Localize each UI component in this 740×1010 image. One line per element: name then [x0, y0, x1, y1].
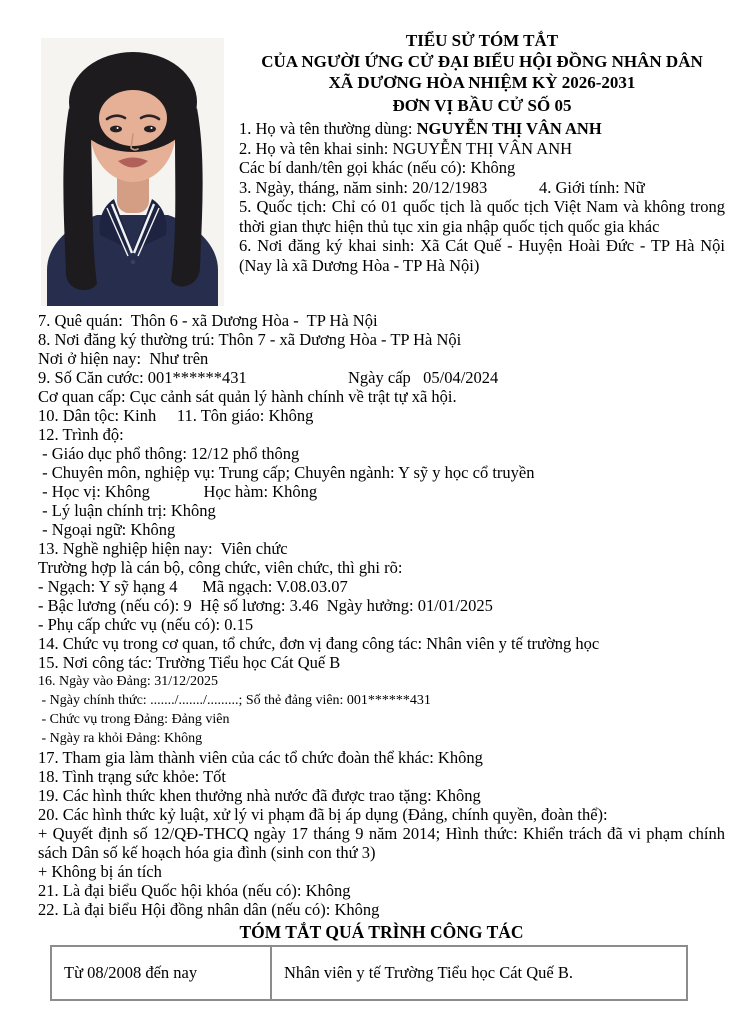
work-history-row — [51, 946, 687, 1000]
field-party-admission-date: 16. Ngày vào Đảng: 31/12/2025 — [38, 674, 219, 689]
field-disciplinary-decision: + Quyết định số 12/QĐ-THCQ ngày 17 tháng 9 năm 2014; Hình thức: Khiển trách đã vi phạm chính sách Dân số kế hoạch hóa gia đình (sinh con thứ 3) — [38, 824, 725, 862]
document-body — [38, 311, 725, 919]
election-unit-title: ĐƠN VỊ BẦU CỬ SỐ 05 — [392, 96, 572, 115]
field-id-issuer: Cơ quan cấp: Cục cảnh sát quản lý hành chính về trật tự xã hội. — [38, 387, 457, 406]
field-general-education: - Giáo dục phổ thông: 12/12 phổ thông — [38, 444, 300, 463]
field-professional-education: - Chuyên môn, nghiệp vụ: Trung cấp; Chuyên ngành: Y sỹ y học cổ truyền — [38, 463, 535, 482]
field-permanent-residence: 8. Nơi đăng ký thường trú: Thôn 7 - xã Dương Hòa - TP Hà Nội — [38, 330, 462, 349]
field-dob-gender — [239, 178, 725, 198]
field-nationality: 5. Quốc tịch: Chỉ có 01 quốc tịch là quốc tịch Việt Nam và không trong thời gian thực hiện thủ tục xin gia nhập quốc tịch quốc gia khác — [239, 197, 725, 236]
field-gender: 4. Giới tính: Nữ — [539, 177, 645, 197]
header-and-personal-info — [239, 30, 725, 275]
field-party-position: - Chức vụ trong Đảng: Đảng viên — [38, 712, 230, 727]
field-degree-title: - Học vị: Không Học hàm: Không — [38, 482, 318, 501]
document-title-line2: CỦA NGƯỜI ỨNG CỬ ĐẠI BIỂU HỘI ĐỒNG NHÂN DÂN — [261, 52, 703, 71]
field-id-number — [38, 368, 725, 387]
field-hometown: 7. Quê quán: Thôn 6 - xã Dương Hòa - TP Hà Nội — [38, 311, 378, 330]
field-workplace: 15. Nơi công tác: Trường Tiểu học Cát Quế B — [38, 653, 341, 672]
field-id-issue-date: Ngày cấp 05/04/2024 — [348, 368, 499, 387]
field-peoples-council: 22. Là đại biểu Hội đồng nhân dân (nếu có): Không — [38, 900, 380, 919]
field-common-name-label: 1. Họ và tên thường dùng: — [239, 119, 417, 138]
field-no-criminal-record: + Không bị án tích — [38, 862, 162, 881]
field-birth-registration: 6. Nơi đăng ký khai sinh: Xã Cát Quế - Huyện Hoài Đức - TP Hà Nội (Nay là xã Dương Hòa - TP Hà Nội) — [239, 236, 725, 275]
field-birth-name: 2. Họ và tên khai sinh: NGUYỄN THỊ VÂN ANH — [239, 138, 573, 158]
field-health-status: 18. Tình trạng sức khỏe: Tốt — [38, 767, 226, 786]
field-dob: 3. Ngày, tháng, năm sinh: 20/12/1983 — [239, 177, 488, 197]
field-party-exit-date: - Ngày ra khỏi Đảng: Không — [38, 731, 203, 746]
field-state-awards: 19. Các hình thức khen thưởng nhà nước đã được trao tặng: Không — [38, 786, 481, 805]
work-history-position: Nhân viên y tế Trường Tiểu học Cát Quế B. — [271, 946, 687, 1000]
field-disciplinary-heading: 20. Các hình thức kỷ luật, xử lý vi phạm đã bị áp dụng (Đảng, chính quyền, đoàn thể): — [38, 805, 608, 824]
field-civil-servant-note: Trường hợp là cán bộ, công chức, viên chức, thì ghi rõ: — [38, 558, 403, 577]
field-id-number-value: 9. Số Căn cước: 001******431 — [38, 368, 247, 387]
field-national-assembly: 21. Là đại biểu Quốc hội khóa (nếu có): Không — [38, 881, 351, 900]
field-current-residence: Nơi ở hiện nay: Như trên — [38, 349, 209, 368]
field-ethnicity-religion: 10. Dân tộc: Kinh 11. Tôn giáo: Không — [38, 406, 314, 425]
work-history-table — [50, 945, 688, 1001]
field-occupation: 13. Nghề nghiệp hiện nay: Viên chức — [38, 539, 288, 558]
candidate-photo — [40, 38, 225, 306]
field-position-allowance: - Phụ cấp chức vụ (nếu có): 0.15 — [38, 615, 254, 634]
top-section — [38, 30, 725, 306]
candidate-portrait-illustration — [40, 38, 225, 306]
work-history-title: TÓM TẮT QUÁ TRÌNH CÔNG TÁC — [239, 922, 524, 942]
field-rank-code: - Ngạch: Y sỹ hạng 4 Mã ngạch: V.08.03.07 — [38, 577, 348, 596]
field-other-organizations: 17. Tham gia làm thành viên của các tổ chức đoàn thể khác: Không — [38, 748, 483, 767]
field-common-name-value: NGUYỄN THỊ VÂN ANH — [416, 119, 602, 138]
field-party-official-date: - Ngày chính thức: ......./......./.........; Số thẻ đảng viên: 001******431 — [38, 693, 431, 708]
field-foreign-language: - Ngoại ngữ: Không — [38, 520, 176, 539]
document-title-line3: XÃ DƯƠNG HÒA NHIỆM KỲ 2026-2031 — [328, 73, 636, 92]
field-education-heading: 12. Trình độ: — [38, 425, 124, 444]
field-political-theory: - Lý luận chính trị: Không — [38, 501, 216, 520]
field-salary-grade: - Bậc lương (nếu có): 9 Hệ số lương: 3.46 Ngày hưởng: 01/01/2025 — [38, 596, 493, 615]
document-title-line1: TIỂU SỬ TÓM TẮT — [405, 31, 559, 50]
field-current-position: 14. Chức vụ trong cơ quan, tổ chức, đơn vị đang công tác: Nhân viên y tế trường học — [38, 634, 600, 653]
field-aliases: Các bí danh/tên gọi khác (nếu có): Không — [239, 158, 516, 177]
field-common-name — [239, 119, 725, 139]
work-history-period: Từ 08/2008 đến nay — [51, 946, 271, 1000]
